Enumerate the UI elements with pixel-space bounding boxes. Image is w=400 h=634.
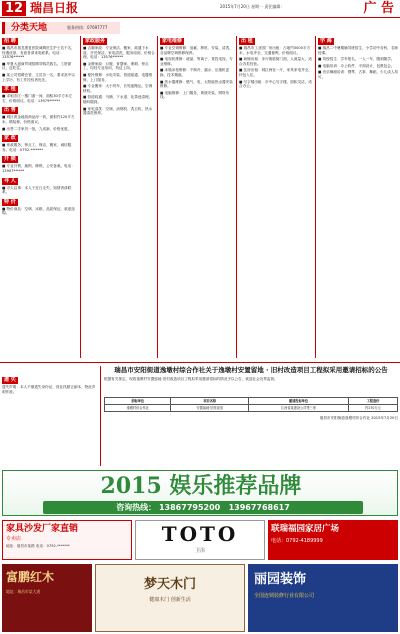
- list-item: ■ 商铺出租：步行街临街门面，人流量大，适合各类经营。: [239, 57, 312, 66]
- item-list: [83, 46, 155, 116]
- section-title: 广 告: [363, 1, 394, 16]
- ad-door: [95, 564, 245, 632]
- ad-phone: 电话：0792-4189999: [271, 538, 323, 544]
- divider: [157, 36, 158, 358]
- classified-title: 分类天地: [11, 23, 48, 33]
- list-item: ■ 专业开锁、换锁、修锁，公安备案。电话：13907******: [2, 164, 75, 173]
- divider: [80, 36, 81, 358]
- ad-redwood: [2, 564, 92, 632]
- brand-banner: [2, 470, 398, 516]
- ad-subtitle: 全国连锁装修行业有限公司: [254, 593, 315, 599]
- list-item: ■ 金牌家政：月嫂、育婴师、保姆、钟点工，均经专业培训，持证上岗。: [83, 61, 149, 71]
- divider: [315, 36, 316, 358]
- ad-brand: TOTO: [161, 522, 239, 546]
- table-cell: 江西省某建设公司等三家: [249, 405, 349, 412]
- table-header-cell: 邀请投标单位: [249, 398, 349, 405]
- divider: [100, 366, 101, 466]
- list-item: ■ 专业空调维修：加氟、移机、安装、清洗，各品牌空调维修保养。: [160, 46, 233, 55]
- item-list: [160, 46, 234, 100]
- classified-column-3: [160, 36, 234, 358]
- list-item: ■ 音乐舞蹈培训：钢琴、古筝、舞蹈，少儿成人均可。: [318, 70, 398, 79]
- notice-title: 瑞昌市安阳街道逸墩村综合作社关于逸墩村安置留地 · 旧村改造项目工程拟采用邀请招标的公告: [114, 366, 388, 374]
- ad-title: 富鹏红木: [6, 570, 55, 584]
- classified-column-1: [2, 36, 78, 358]
- notice-left-text: 遗失声明：本人不慎遗失身份证、营业执照正副本，特此声明作废。: [2, 385, 96, 394]
- category-heading: 学 海: [320, 38, 332, 44]
- category-heading: 家 政: [4, 135, 16, 142]
- phone-1: 13867795200: [158, 503, 221, 512]
- list-item: ■ 求租市区一楼门面一间，面积30平方米左右，价格面议。电话：13979******: [2, 94, 73, 103]
- table-header-cell: 招标单位: [105, 398, 171, 405]
- list-item: ■ 专业搬家：大小货车、长短途搬运，空调移机。: [83, 84, 153, 93]
- ad-title: 联瑞福园家居广场: [271, 524, 340, 534]
- ad-decoration: [248, 564, 398, 632]
- loss-notice: [2, 366, 98, 466]
- ad-subtitle: 健康木门 创新生活: [149, 597, 191, 603]
- page-number: 12: [2, 1, 26, 16]
- list-item: ■ 家电清洗：空调、油烟机、洗衣机、热水器清洗保养。: [83, 106, 153, 116]
- classified-phone: 服务热线：07697777: [67, 25, 108, 30]
- list-item: ■ 家政服务，钟点工、保洁、搬家，诚信服务。电话：0792-*******: [2, 143, 72, 152]
- list-item: ■ 瑞昌二中暑期辅导班招生，小学初中各科，名师授课。: [318, 46, 398, 55]
- classified-column-5: [318, 36, 398, 358]
- table-cell: 逸墩村综合作社: [105, 405, 171, 412]
- banner-phone-bar: [43, 501, 363, 514]
- page-header: [0, 0, 400, 18]
- item-list: [318, 46, 398, 80]
- category-heading: 求 租: [4, 86, 16, 93]
- list-item: ■ 冰箱冰柜维修：不制冷、漏水、压缩机更换，技术精湛。: [160, 68, 230, 77]
- bidding-notice: [104, 366, 398, 466]
- category-heading: 开 锁: [4, 156, 16, 163]
- table-header-row: [105, 398, 398, 405]
- notice-heading: 遗 失: [4, 377, 16, 383]
- ad-home-plaza: [268, 520, 398, 560]
- category-heading: 招 聘: [4, 38, 16, 44]
- list-item: ■ 热水器维修：燃气、电、太阳能热水器安装维修。: [160, 79, 233, 89]
- ad-furniture: [2, 520, 132, 560]
- list-item: ■ 电脑维修：上门服务，系统安装，网络布线。: [160, 90, 230, 100]
- list-item: ■ 便民维修：水电安装、管道疏通、电器维修，上门服务。: [83, 72, 153, 82]
- list-item: ■ 城区黄金地段商品房一套，面积约120平方米，精装修，价格面议。: [2, 115, 75, 124]
- paper-name: 瑞昌日报: [30, 1, 79, 15]
- classified-column-2: [83, 36, 155, 358]
- list-item: ■ 电视机维修：液晶、等离子、背投电视，专业维修。: [160, 57, 233, 66]
- table-header-cell: 工程造价: [348, 398, 397, 405]
- category-heading: 家政服务: [85, 38, 106, 44]
- classified-column-4: [239, 36, 313, 358]
- list-item: ■ 寻人启事：本人于近日走失，知情者请联系。: [2, 185, 72, 195]
- ad-title: 梦天木门: [143, 577, 196, 592]
- notice-footer: 瑞昌市安阳街道逸墩村综合作社 2015年7月20日: [319, 416, 398, 420]
- list-item: ■ 瑞昌市晟龙康复医院诚聘医生护士若干名，待遇优厚，有意者请来电联系。电话：13576******: [2, 46, 75, 60]
- list-item: ■ 住房出租：城区两室一厅，家具家电齐全，拎包入住。: [239, 68, 312, 77]
- ad-subtitle: 卫浴: [194, 548, 205, 554]
- list-item: ■ 写字楼出租：市中心写字楼，面积灵活，适合办公。: [239, 79, 312, 89]
- list-item: ■ 特价商品：空调、冰箱，品质保证，欢迎选购。: [2, 206, 75, 216]
- notice-table: [104, 397, 398, 412]
- phone-2: 13967768617: [228, 503, 290, 512]
- ad-subtitle: 专卖店: [6, 536, 22, 542]
- classified-title-bar: [2, 22, 120, 34]
- category-heading: 家电维修: [162, 38, 183, 44]
- item-list: [239, 46, 313, 89]
- divider: [0, 362, 400, 363]
- ad-title: 家具沙发厂家直销: [6, 524, 79, 534]
- list-item: ■ 出售二手家具一批，九成新，价格优惠。: [2, 126, 72, 131]
- table-header-cell: 项目名称: [171, 398, 249, 405]
- ad-toto: [135, 520, 265, 560]
- banner-title: 2015 娱乐推荐品牌: [100, 473, 302, 499]
- category-heading: 特 价: [4, 198, 16, 205]
- category-heading: 寻 人: [4, 177, 16, 184]
- category-heading: 出 售: [4, 107, 16, 114]
- list-item: ■ 管道疏通：马桶、下水道、化粪池清理，随叫随到。: [83, 95, 153, 104]
- ad-title: 丽园装饰: [254, 572, 307, 587]
- ad-subtitle: 地址：瑞昌市某大道: [6, 589, 41, 594]
- notice-body: 根据有关规定，现将逸墩村安置留地·旧村改造项目工程拟采用邀请招标的情况予以公告，欢迎社会各界监督。: [104, 377, 278, 381]
- ad-address: 地址：瑞昌市某路 电话：0792-*******: [6, 544, 70, 548]
- table-cell: 安置留地·旧村改造: [171, 405, 249, 412]
- category-heading: 出 租: [241, 38, 253, 44]
- list-item: ■ 电脑培训：办公软件、平面设计，包教包会。: [318, 63, 395, 68]
- list-item: ■ 吉顺家政：专业保洁、搬家、疏通下水道、开荒保洁、家电清洗，服务周到，价格合理。电话：13576******: [83, 46, 155, 60]
- list-item: ■ 某公司招聘仓管、文员各一名，要求高中以上学历，有工作经验者优先。: [2, 72, 75, 82]
- date-line: 2015年7月20日 星期一 责任编辑：: [220, 4, 285, 9]
- list-item: ■ 华夏大道商贸城招聘导购员数名，工资面议，包吃住。: [2, 61, 72, 71]
- list-item: ■ 瑞昌市工业园厂房出租：占地约5000平方米，水电齐全，交通便利，价格面议。: [239, 46, 311, 55]
- divider: [236, 36, 237, 358]
- category-list: [2, 36, 78, 216]
- table-cell: 约270万元: [348, 405, 397, 412]
- table-row: [105, 405, 398, 412]
- list-item: ■ 驾校招生：学车报名，一人一车，随到随学。: [318, 57, 395, 62]
- phone-label: 咨询热线：: [116, 503, 157, 512]
